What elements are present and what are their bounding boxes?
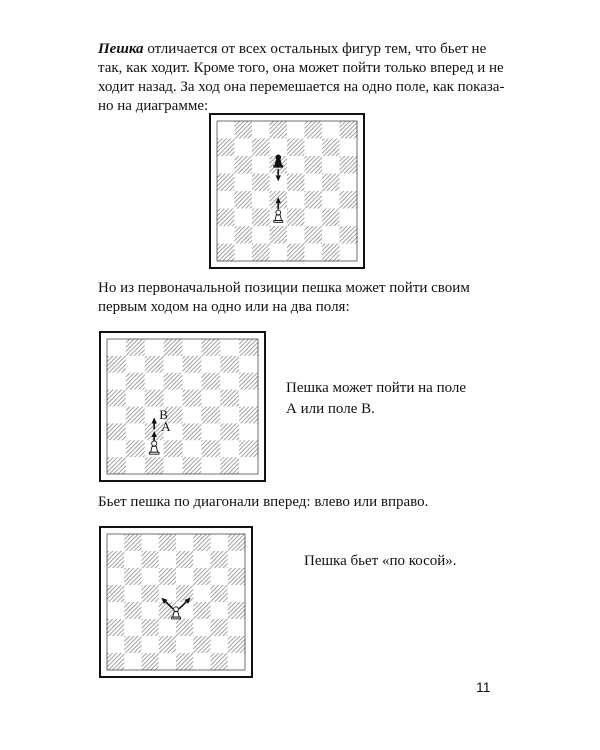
dark-square — [176, 585, 194, 602]
caption-line: Пешка бьет «по косой». — [304, 553, 457, 569]
light-square — [270, 139, 288, 157]
light-square — [220, 373, 239, 390]
light-square — [305, 244, 323, 262]
dark-square — [305, 226, 323, 244]
light-square — [239, 356, 258, 373]
paragraph-first-move — [98, 279, 508, 317]
square-label-b: B — [159, 407, 168, 423]
dark-square — [193, 636, 211, 653]
light-square — [220, 440, 239, 457]
dark-square — [217, 139, 235, 157]
chess-diagram-pawn-move — [209, 113, 365, 269]
dark-square — [305, 121, 323, 139]
light-square — [211, 636, 229, 653]
dark-square — [176, 619, 194, 636]
light-square — [201, 423, 220, 440]
dark-square — [252, 139, 270, 157]
paragraph-line: ходит назад. За ход она перемешается на одно поле, как показа- — [98, 79, 505, 95]
dark-square — [217, 209, 235, 227]
light-square — [183, 407, 202, 424]
dark-square — [164, 440, 183, 457]
dark-square — [220, 390, 239, 407]
dark-square — [126, 373, 145, 390]
light-square — [239, 457, 258, 474]
light-square — [217, 121, 235, 139]
dark-square — [235, 226, 253, 244]
light-square — [235, 209, 253, 227]
light-square — [252, 191, 270, 209]
dark-square — [126, 440, 145, 457]
dark-square — [239, 440, 258, 457]
dark-square — [107, 619, 125, 636]
light-square — [201, 390, 220, 407]
light-square — [305, 174, 323, 192]
dark-square — [159, 568, 177, 585]
light-square — [305, 209, 323, 227]
light-square — [107, 602, 125, 619]
dark-square — [142, 551, 160, 568]
dark-square — [235, 191, 253, 209]
light-square — [142, 636, 160, 653]
light-square — [142, 568, 160, 585]
paragraph-text: отличается от всех остальных фигур тем, что бьет не — [143, 41, 487, 57]
light-square — [235, 244, 253, 262]
light-square — [126, 423, 145, 440]
light-square — [287, 156, 305, 174]
dark-square — [159, 534, 177, 551]
dark-square — [211, 653, 229, 670]
dark-square — [252, 209, 270, 227]
dark-square — [228, 602, 246, 619]
dark-square — [193, 568, 211, 585]
light-square — [287, 191, 305, 209]
dark-square — [142, 619, 160, 636]
dark-square — [126, 407, 145, 424]
chess-diagram-capture — [99, 526, 253, 678]
caption-line: Пешка может пойти на поле — [286, 380, 467, 396]
dark-square — [164, 339, 183, 356]
light-square — [239, 390, 258, 407]
light-square — [322, 226, 340, 244]
light-square — [164, 390, 183, 407]
dark-square — [211, 619, 229, 636]
dark-square — [107, 457, 126, 474]
dark-square — [228, 534, 246, 551]
page-number: 11 — [476, 679, 491, 695]
dark-square — [220, 457, 239, 474]
dark-square — [228, 568, 246, 585]
light-square — [228, 619, 246, 636]
light-square — [270, 244, 288, 262]
light-square — [124, 653, 142, 670]
light-square — [322, 156, 340, 174]
paragraph-line — [98, 40, 500, 59]
light-square — [142, 602, 160, 619]
paragraph-line: но на диаграмме: — [98, 98, 209, 114]
paragraph-line: Но из первоначальной позиции пешка может пойти своим — [98, 280, 470, 296]
light-square — [340, 209, 358, 227]
light-square — [107, 407, 126, 424]
dark-square — [252, 174, 270, 192]
light-square — [164, 356, 183, 373]
dark-square — [211, 551, 229, 568]
dark-square — [183, 390, 202, 407]
dark-square — [201, 407, 220, 424]
light-square — [107, 568, 125, 585]
dark-square — [305, 156, 323, 174]
paragraph-capture — [98, 493, 518, 512]
light-square — [235, 139, 253, 157]
light-square — [340, 139, 358, 157]
light-square — [176, 534, 194, 551]
light-square — [217, 226, 235, 244]
caption-line: А или поле В. — [286, 401, 375, 417]
dark-square — [287, 174, 305, 192]
dark-square — [235, 121, 253, 139]
light-square — [107, 636, 125, 653]
light-square — [183, 440, 202, 457]
light-square — [159, 653, 177, 670]
dark-square — [201, 373, 220, 390]
dark-square — [220, 356, 239, 373]
dark-square — [124, 602, 142, 619]
light-square — [287, 121, 305, 139]
paragraph-line: Бьет пешка по диагонали вперед: влево или вправо. — [98, 494, 429, 510]
dark-square — [126, 339, 145, 356]
light-square — [340, 174, 358, 192]
light-square — [211, 602, 229, 619]
light-square — [193, 551, 211, 568]
caption-first-move — [286, 378, 516, 420]
dark-square — [145, 390, 164, 407]
light-square — [193, 619, 211, 636]
dark-square — [142, 653, 160, 670]
light-square — [142, 534, 160, 551]
light-square — [124, 585, 142, 602]
light-square — [176, 636, 194, 653]
light-square — [159, 619, 177, 636]
light-square — [124, 551, 142, 568]
light-square — [322, 191, 340, 209]
term-pawn: Пешка — [98, 41, 144, 57]
dark-square — [164, 373, 183, 390]
paragraph-pawn-intro — [98, 40, 505, 116]
dark-square — [107, 585, 125, 602]
dark-square — [287, 209, 305, 227]
light-square — [201, 457, 220, 474]
dark-square — [340, 191, 358, 209]
dark-square — [193, 602, 211, 619]
light-square — [228, 551, 246, 568]
light-square — [252, 226, 270, 244]
dark-square — [124, 636, 142, 653]
light-square — [164, 457, 183, 474]
light-square — [287, 226, 305, 244]
light-square — [217, 156, 235, 174]
dark-square — [183, 356, 202, 373]
light-square — [124, 619, 142, 636]
light-square — [126, 390, 145, 407]
dark-square — [176, 653, 194, 670]
dark-square — [322, 139, 340, 157]
dark-square — [322, 174, 340, 192]
light-square — [159, 551, 177, 568]
light-square — [228, 653, 246, 670]
paragraph-line: первым ходом на одно или на два поля: — [98, 299, 350, 315]
dark-square — [159, 636, 177, 653]
dark-square — [287, 139, 305, 157]
dark-square — [235, 156, 253, 174]
light-square — [217, 191, 235, 209]
light-square — [340, 244, 358, 262]
dark-square — [270, 226, 288, 244]
light-square — [305, 139, 323, 157]
dark-square — [124, 534, 142, 551]
dark-square — [340, 156, 358, 174]
dark-square — [145, 356, 164, 373]
light-square — [252, 121, 270, 139]
dark-square — [228, 636, 246, 653]
dark-square — [176, 551, 194, 568]
light-square — [211, 534, 229, 551]
dark-square — [183, 423, 202, 440]
light-square — [220, 407, 239, 424]
dark-square — [239, 373, 258, 390]
light-square — [183, 339, 202, 356]
dark-square — [107, 653, 125, 670]
light-square — [145, 373, 164, 390]
dark-square — [270, 121, 288, 139]
light-square — [107, 440, 126, 457]
light-square — [126, 356, 145, 373]
light-square — [201, 356, 220, 373]
light-square — [107, 373, 126, 390]
dark-square — [220, 423, 239, 440]
chess-diagram-first-move — [99, 331, 266, 482]
light-square — [107, 339, 126, 356]
light-square — [107, 534, 125, 551]
dark-square — [340, 226, 358, 244]
dark-square — [340, 121, 358, 139]
light-square — [322, 121, 340, 139]
light-square — [126, 457, 145, 474]
dark-square — [145, 457, 164, 474]
dark-square — [252, 244, 270, 262]
dark-square — [322, 209, 340, 227]
light-square — [252, 156, 270, 174]
square-label-a: A — [161, 418, 171, 434]
dark-square — [217, 244, 235, 262]
dark-square — [107, 551, 125, 568]
caption-capture — [304, 551, 534, 572]
dark-square — [322, 244, 340, 262]
light-square — [193, 653, 211, 670]
light-square — [159, 585, 177, 602]
dark-square — [201, 440, 220, 457]
dark-square — [183, 457, 202, 474]
dark-square — [142, 585, 160, 602]
dark-square — [107, 356, 126, 373]
dark-square — [217, 174, 235, 192]
light-square — [183, 373, 202, 390]
dark-square — [211, 585, 229, 602]
light-square — [239, 423, 258, 440]
light-square — [193, 585, 211, 602]
dark-square — [193, 534, 211, 551]
dark-square — [305, 191, 323, 209]
dark-square — [124, 568, 142, 585]
light-square — [176, 568, 194, 585]
light-square — [228, 585, 246, 602]
light-square — [211, 568, 229, 585]
dark-square — [239, 407, 258, 424]
light-square — [235, 174, 253, 192]
dark-square — [107, 390, 126, 407]
light-square — [220, 339, 239, 356]
light-square — [145, 339, 164, 356]
dark-square — [239, 339, 258, 356]
dark-square — [201, 339, 220, 356]
paragraph-line: так, как ходит. Кроме того, она может пойти только вперед и не — [98, 60, 504, 76]
dark-square — [107, 423, 126, 440]
dark-square — [287, 244, 305, 262]
